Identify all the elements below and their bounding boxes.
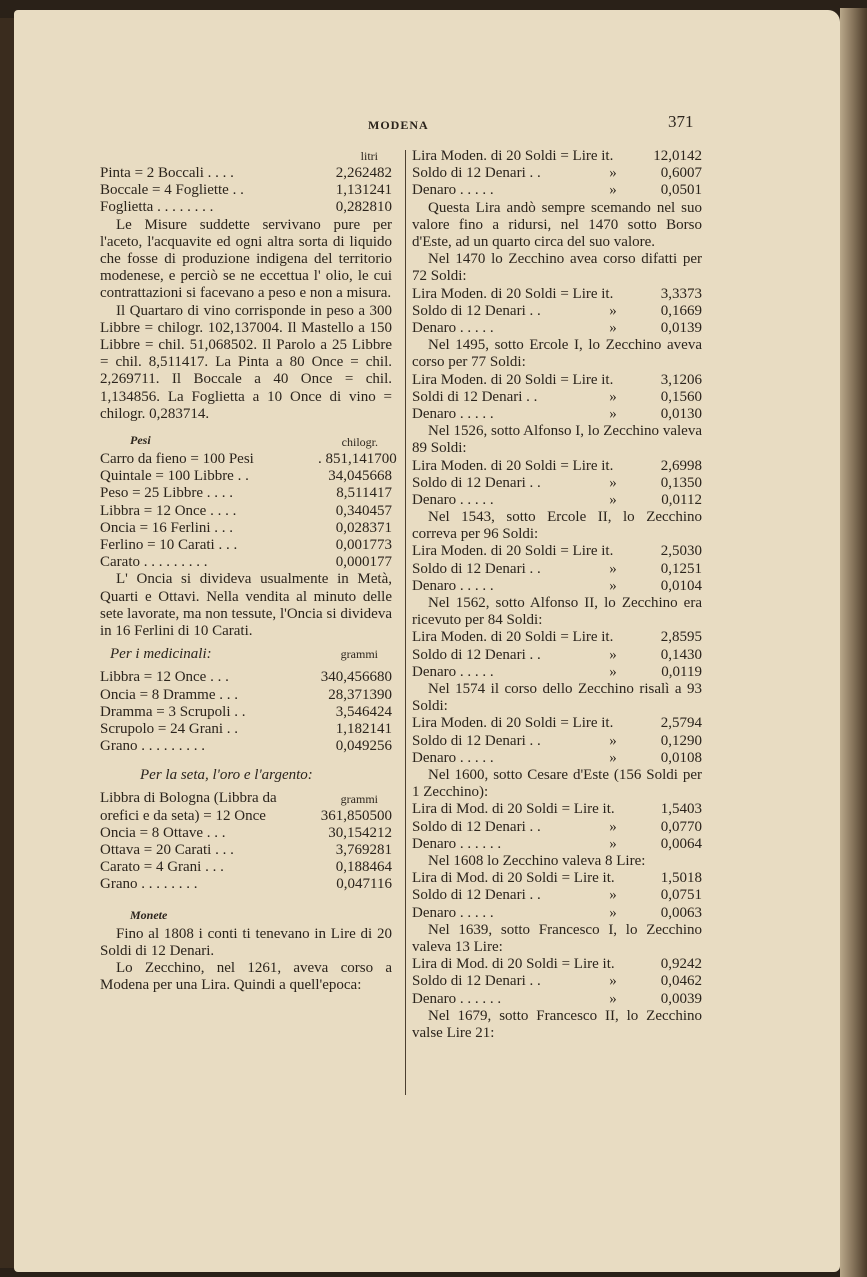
row-value: 0,0139 xyxy=(660,319,702,336)
row-label: Denaro . . . . . xyxy=(412,663,494,680)
section-heading-row xyxy=(100,646,392,663)
book-spine xyxy=(0,18,14,1268)
row-label: Soldo di 12 Denari . . xyxy=(412,560,541,577)
column-divider xyxy=(405,150,406,1095)
ditto-mark xyxy=(615,801,648,818)
ditto-mark xyxy=(613,148,647,165)
row-value: 1,182141 xyxy=(335,720,392,737)
row-value: 2,5794 xyxy=(660,715,702,732)
row-value: 0,0108 xyxy=(660,749,702,766)
row-label: Grano . . . . . . . . xyxy=(100,876,198,893)
ditto-mark: » xyxy=(609,319,617,336)
row-value: 28,371390 xyxy=(328,686,392,703)
seta-table xyxy=(100,808,392,894)
table-row xyxy=(412,629,702,646)
ditto-mark xyxy=(613,543,647,560)
row-label: Soldo di 12 Denari . . xyxy=(412,973,541,990)
table-row xyxy=(412,372,702,389)
table-row xyxy=(100,842,392,859)
ditto-mark xyxy=(613,286,647,303)
ditto-mark: » xyxy=(609,887,617,904)
row-value: 1,131241 xyxy=(335,182,392,199)
paragraph: Le Misure suddette servivano pure per l'aceto, l'acquavite ed ogni altra sorta di liquido che fosse di produzione indigena del territorio modenese, e perciò se ne eccettua l' olio, le cui contrattazioni si facevano a peso e non a misura. xyxy=(100,216,392,302)
row-value: 0,9242 xyxy=(660,956,702,973)
money-table xyxy=(412,148,702,200)
row-value: 3,3373 xyxy=(660,285,702,302)
row-value: 0,0462 xyxy=(660,973,702,990)
table-row xyxy=(412,870,702,887)
row-label: Oncia = 8 Dramme . . . xyxy=(100,686,239,703)
ditto-mark xyxy=(613,372,647,389)
unit-label: chilogr. xyxy=(341,435,378,449)
row-value: . 851,141700 xyxy=(318,451,397,467)
paragraph: Nel 1574 il corso dello Zecchino risalì a 93 Soldi: xyxy=(412,681,702,715)
money-table xyxy=(412,543,702,595)
row-value: 34,045668 xyxy=(328,468,392,485)
row-label: Quintale = 100 Libbre . . xyxy=(100,468,249,485)
row-value: 0,1560 xyxy=(660,388,702,405)
page-edge xyxy=(840,8,867,1277)
right-column xyxy=(412,148,702,1042)
row-value: 0,0063 xyxy=(660,904,702,921)
row-label: Grano . . . . . . . . . xyxy=(100,738,205,755)
paragraph: Fino al 1808 i conti ti tenevano in Lire di 20 Soldi di 12 Denari. xyxy=(100,925,392,959)
table-row xyxy=(412,819,702,836)
row-label: Ottava = 20 Carati . . . xyxy=(100,842,234,859)
row-value: 0,0064 xyxy=(660,835,702,852)
table-row xyxy=(100,859,392,876)
ditto-mark: » xyxy=(609,491,617,508)
table-row xyxy=(100,721,392,738)
table-row xyxy=(412,286,702,303)
row-value: 30,154212 xyxy=(328,824,392,841)
row-label: Denaro . . . . . xyxy=(412,904,494,921)
table-row xyxy=(100,738,392,755)
table-row xyxy=(412,406,702,423)
row-label: Soldo di 12 Denari . . xyxy=(412,165,541,182)
page-number: 371 xyxy=(668,112,694,131)
row-label: Denaro . . . . . xyxy=(412,182,494,199)
table-row xyxy=(412,887,702,904)
row-label: Libbra = 12 Once . . . . xyxy=(100,502,237,519)
table-row xyxy=(100,687,392,704)
row-label: Denaro . . . . . xyxy=(412,319,494,336)
row-value: 3,1206 xyxy=(660,371,702,388)
row-label: Soldo di 12 Denari . . xyxy=(412,732,541,749)
row-label: Peso = 25 Libbre . . . . xyxy=(100,485,234,502)
row-label: Lira di Mod. di 20 Soldi = Lire it. xyxy=(412,870,615,887)
table-row xyxy=(412,956,702,973)
row-label: Carato . . . . . . . . . xyxy=(100,554,208,571)
row-label: Soldo di 12 Denari . . xyxy=(412,474,541,491)
row-value: 0,0112 xyxy=(661,491,702,508)
row-label: Oncia = 8 Ottave . . . xyxy=(100,824,226,841)
table-row xyxy=(100,468,392,485)
table-row xyxy=(412,389,702,406)
ditto-mark: » xyxy=(609,560,617,577)
row-label: Lira di Mod. di 20 Soldi = Lire it. xyxy=(412,801,615,818)
row-label: Soldo di 12 Denari . . xyxy=(412,887,541,904)
table-row xyxy=(100,704,392,721)
row-value: 0,0751 xyxy=(660,887,702,904)
table-row xyxy=(412,543,702,560)
money-table xyxy=(412,870,702,922)
money-table xyxy=(412,715,702,767)
table-row xyxy=(412,148,702,165)
row-value: 0,0039 xyxy=(660,990,702,1007)
table-row xyxy=(412,475,702,492)
row-value: 0,1251 xyxy=(660,560,702,577)
row-value: 3,546424 xyxy=(335,703,392,720)
table-row xyxy=(412,303,702,320)
running-header: MODENA xyxy=(368,118,429,132)
row-label: Soldo di 12 Denari . . xyxy=(412,818,541,835)
row-label: Denaro . . . . . xyxy=(412,749,494,766)
paragraph: Il Quartaro di vino corrisponde in peso a 300 Libbre = chilogr. 102,137004. Il Mastello a 150 Libbre = chil. 51,068502. Il Parolo a 25 Libbre = chil. 8,511417. La Pinta a 80 Once = chil. 2,269711. Il Boccale a 40 Once = chil. 1,134856. La Foglietta a 10 Once di vino = chilogr. 0,283714. xyxy=(100,302,392,422)
table-row xyxy=(412,578,702,595)
row-label: Foglietta . . . . . . . . xyxy=(100,199,214,216)
paragraph: Nel 1679, sotto Francesco II, lo Zecchino valse Lire 21: xyxy=(412,1007,702,1041)
row-label: Soldo di 12 Denari . . xyxy=(412,646,541,663)
table-row xyxy=(412,561,702,578)
row-label: Lira Moden. di 20 Soldi = Lire it. xyxy=(412,629,614,646)
row-value: 0,0770 xyxy=(660,818,702,835)
ditto-mark: » xyxy=(609,474,617,491)
medicinali-table xyxy=(100,669,392,755)
table-row xyxy=(100,451,397,468)
row-value: 1,5018 xyxy=(660,870,702,887)
section-heading-row xyxy=(100,790,392,807)
table-row xyxy=(412,458,702,475)
row-value: 1,5403 xyxy=(660,801,702,818)
money-table xyxy=(412,956,702,1008)
ditto-mark: » xyxy=(609,663,617,680)
row-label: Soldi di 12 Denari . . xyxy=(412,388,538,405)
ditto-mark: » xyxy=(609,749,617,766)
row-value: 340,456680 xyxy=(320,669,392,686)
table-row xyxy=(412,801,702,818)
table-row xyxy=(412,750,702,767)
table-row xyxy=(412,973,702,990)
row-value: 3,769281 xyxy=(335,842,392,859)
row-value: 0,0130 xyxy=(660,405,702,422)
money-table xyxy=(412,458,702,510)
row-label: Oncia = 16 Ferlini . . . xyxy=(100,519,234,536)
row-value: 0,1430 xyxy=(660,646,702,663)
paragraph: Nel 1543, sotto Ercole II, lo Zecchino correva per 96 Soldi: xyxy=(412,509,702,543)
row-value: 0,0104 xyxy=(660,577,702,594)
section-heading-row xyxy=(100,429,392,451)
row-label: Carato = 4 Grani . . . xyxy=(100,859,224,876)
table-row xyxy=(100,808,392,825)
table-row xyxy=(412,905,702,922)
row-value: 0,1290 xyxy=(660,732,702,749)
section-title: Per la seta, l'oro e l'argento: xyxy=(140,767,313,784)
money-table xyxy=(412,629,702,681)
row-value: 0,049256 xyxy=(335,738,392,755)
row-value: 0,001773 xyxy=(335,536,392,553)
table-row xyxy=(412,492,702,509)
row-label: Ferlino = 10 Carati . . . xyxy=(100,536,238,553)
table-row xyxy=(412,664,702,681)
row-value: 2,262482 xyxy=(335,165,392,181)
row-label: Denaro . . . . . xyxy=(412,405,494,422)
table-row xyxy=(100,485,392,502)
section-title: Pesi xyxy=(130,433,151,447)
row-value: 361,850500 xyxy=(320,807,392,824)
table-row xyxy=(412,320,702,337)
paragraph: Nel 1526, sotto Alfonso I, lo Zecchino valeva 89 Soldi: xyxy=(412,423,702,457)
row-value: 0,340457 xyxy=(335,502,392,519)
row-label: Dramma = 3 Scrupoli . . xyxy=(100,703,246,720)
row-label: Denaro . . . . . . xyxy=(412,990,502,1007)
ditto-mark xyxy=(613,458,647,475)
row-value: 0,282810 xyxy=(335,199,392,216)
row-value: 0,1350 xyxy=(660,474,702,491)
pesi-table xyxy=(100,451,397,571)
table-row xyxy=(100,554,392,571)
row-value: 0,047116 xyxy=(336,876,392,893)
row-label: Soldo di 12 Denari . . xyxy=(412,302,541,319)
paragraph: Questa Lira andò sempre scemando nel suo valore fino a ridursi, nel 1470 sotto Borso d'Este, ad un quarto circa del suo valore. xyxy=(412,199,702,250)
money-table xyxy=(412,801,702,853)
ditto-mark: » xyxy=(609,165,617,182)
unit-label: grammi xyxy=(340,791,378,806)
row-value: 0,0501 xyxy=(660,182,702,199)
table-line: Libbra di Bologna (Libbra da xyxy=(100,790,277,807)
table-row xyxy=(100,537,392,554)
row-label: Lira di Mod. di 20 Soldi = Lire it. xyxy=(412,956,615,973)
table-row xyxy=(412,715,702,732)
row-value: 12,0142 xyxy=(653,148,702,164)
row-label: Libbra = 12 Once . . . xyxy=(100,669,229,686)
table-row xyxy=(100,182,392,199)
table-row xyxy=(412,182,702,199)
row-value: 0,1669 xyxy=(660,302,702,319)
row-value: 0,000177 xyxy=(335,554,392,571)
section-title: Per i medicinali: xyxy=(110,646,212,663)
row-label: Lira Moden. di 20 Soldi = Lire it. xyxy=(412,285,614,302)
table-row xyxy=(412,165,702,182)
table-row xyxy=(100,165,392,182)
ditto-mark: » xyxy=(609,990,617,1007)
row-value: 0,6007 xyxy=(660,165,702,182)
row-label: Lira Moden. di 20 Soldi = Lire it. xyxy=(412,543,614,560)
row-value: 8,511417 xyxy=(336,485,392,502)
table-row xyxy=(100,825,392,842)
ditto-mark: » xyxy=(609,646,617,663)
ditto-mark: » xyxy=(609,388,617,405)
left-column xyxy=(100,148,397,994)
row-label: Lira Moden. di 20 Soldi = Lire it. xyxy=(412,457,614,474)
row-label: Pinta = 2 Boccali . . . . xyxy=(100,165,234,181)
row-value: 0,188464 xyxy=(335,859,392,876)
ditto-mark: » xyxy=(609,302,617,319)
ditto-mark: » xyxy=(609,835,617,852)
paragraph: Lo Zecchino, nel 1261, aveva corso a Modena per una Lira. Quindi a quell'epoca: xyxy=(100,960,392,994)
paragraph: Nel 1562, sotto Alfonso II, lo Zecchino era ricevuto per 84 Soldi: xyxy=(412,595,702,629)
table-row xyxy=(100,876,392,893)
row-label: Denaro . . . . . xyxy=(412,491,494,508)
table-row xyxy=(100,669,392,686)
ditto-mark: » xyxy=(609,405,617,422)
paragraph: Nel 1470 lo Zecchino avea corso difatti per 72 Soldi: xyxy=(412,251,702,285)
paragraph: L' Oncia si divideva usualmente in Metà, Quarti e Ottavi. Nella vendita al minuto delle sete lavorate, ma non tessute, l'Oncia si divideva in 16 Ferlini di 10 Carati. xyxy=(100,571,392,639)
ditto-mark xyxy=(613,715,647,732)
ditto-mark xyxy=(615,870,648,887)
row-value: 0,028371 xyxy=(335,519,392,536)
paragraph: Nel 1495, sotto Ercole I, lo Zecchino aveva corso per 77 Soldi: xyxy=(412,337,702,371)
row-value: 2,8595 xyxy=(660,629,702,646)
paragraph: Nel 1600, sotto Cesare d'Este (156 Soldi per 1 Zecchino): xyxy=(412,766,702,801)
table-row xyxy=(412,733,702,750)
section-title: Monete xyxy=(130,907,168,922)
row-label: Lira Moden. di 20 Soldi = Lire it. xyxy=(412,371,614,388)
row-value: 0,0119 xyxy=(661,663,702,680)
row-label: Scrupolo = 24 Grani . . xyxy=(100,720,239,737)
unit-label: grammi xyxy=(340,647,378,662)
row-value: 2,6998 xyxy=(660,457,702,474)
row-label: orefici e da seta) = 12 Once xyxy=(100,807,266,824)
misure-table xyxy=(100,165,392,217)
ditto-mark: » xyxy=(609,973,617,990)
row-label: Carro da fieno = 100 Pesi xyxy=(100,451,254,467)
table-row xyxy=(100,503,392,520)
ditto-mark xyxy=(615,956,648,973)
row-label: Lira Moden. di 20 Soldi = Lire it. xyxy=(412,148,614,164)
table-row xyxy=(412,991,702,1008)
ditto-mark xyxy=(613,629,647,646)
paragraph: Nel 1639, sotto Francesco I, lo Zecchino valeva 13 Lire: xyxy=(412,921,702,955)
row-label: Denaro . . . . . xyxy=(412,577,494,594)
row-label: Boccale = 4 Fogliette . . xyxy=(100,182,244,199)
unit-label: litri xyxy=(360,149,378,163)
ditto-mark: » xyxy=(609,577,617,594)
row-label: Lira Moden. di 20 Soldi = Lire it. xyxy=(412,715,614,732)
table-row xyxy=(100,199,392,216)
row-label: Denaro . . . . . . xyxy=(412,835,502,852)
ditto-mark: » xyxy=(609,904,617,921)
money-table xyxy=(412,372,702,424)
table-row xyxy=(412,647,702,664)
ditto-mark: » xyxy=(609,732,617,749)
ditto-mark: » xyxy=(609,182,617,199)
paragraph: Nel 1608 lo Zecchino valeva 8 Lire: xyxy=(428,852,646,869)
table-row xyxy=(100,520,392,537)
row-value: 2,5030 xyxy=(660,543,702,560)
table-row xyxy=(412,836,702,853)
ditto-mark: » xyxy=(609,818,617,835)
money-table xyxy=(412,286,702,338)
